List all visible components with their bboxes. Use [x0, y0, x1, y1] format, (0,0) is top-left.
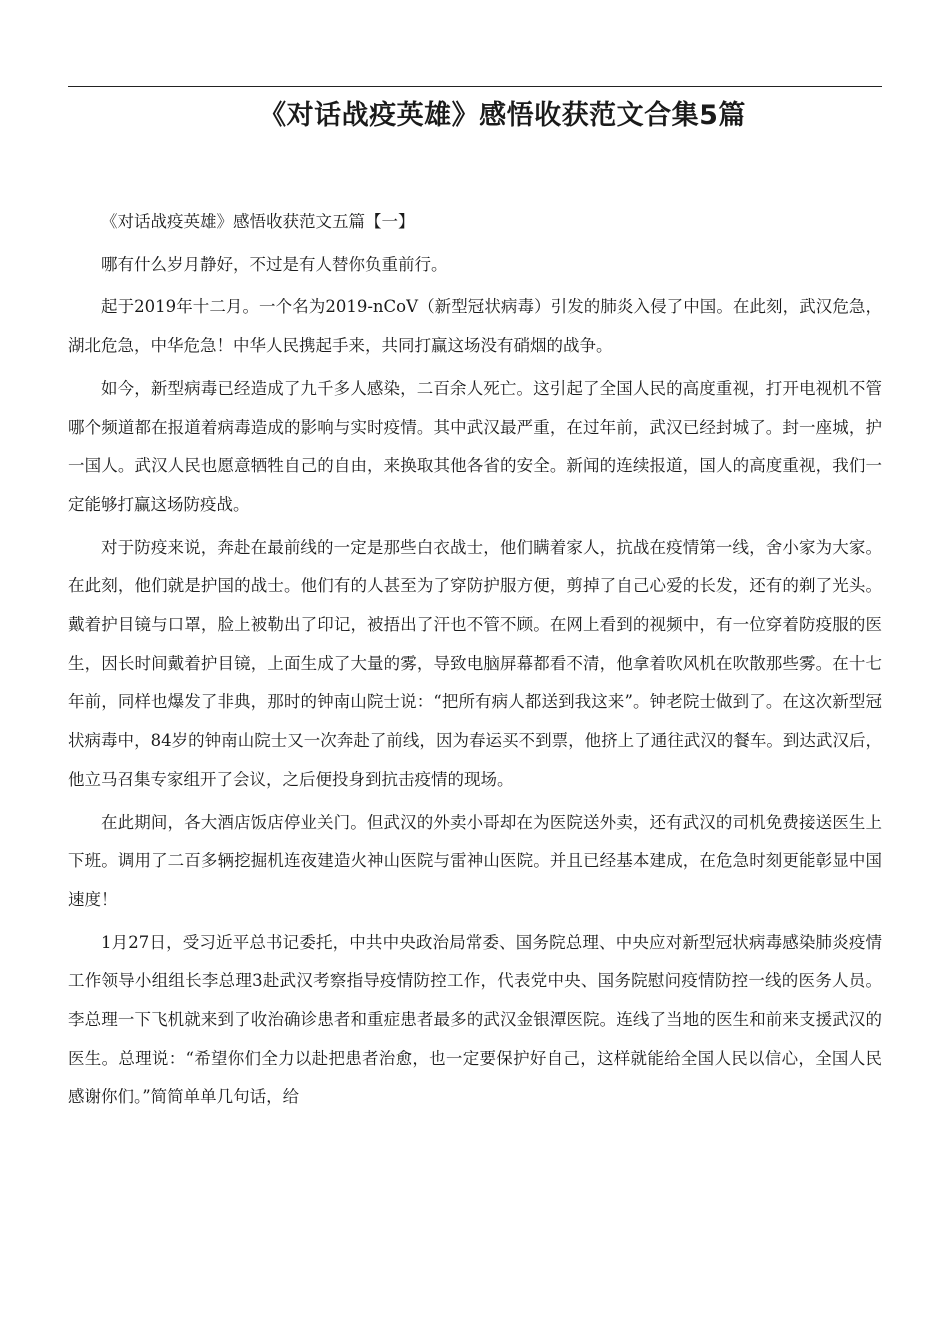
paragraph: 在此期间，各大酒店饭店停业关门。但武汉的外卖小哥却在为医院送外卖，还有武汉的司机免费接送医生上下班。调用了二百多辆挖掘机连夜建造火神山医院与雷神山医院。并且已经基本建成，在危急时刻更能彰显中国速度！ — [68, 812, 882, 909]
paragraph: 对于防疫来说，奔赴在最前线的一定是那些白衣战士，他们瞒着家人，抗战在疫情第一线，舍小家为大家。在此刻，他们就是护国的战士。他们有的人甚至为了穿防护服方便，剪掉了自己心爱的长发，还有的剃了光头。戴着护目镜与口罩，脸上被勒出了印记，被捂出了汗也不管不顾。在网上看到的视频中，有一位穿着防疫服的医生，因长时间戴着护目镜，上面生成了大量的雾，导致电脑屏幕都看不清，他拿着吹风机在吹散那些雾。在十七年前，同样也爆发了非典，那时的钟南山院士说：“把所有病人都送到我这来”。钟老院士做到了。在这次新型冠状病毒中，84岁的钟南山院士又一次奔赴了前线，因为春运买不到票，他挤上了通往武汉的餐车。到达武汉后，他立马召集专家组开了会议，之后便投身到抗击疫情的现场。 — [68, 537, 882, 789]
paragraph: 1月27日，受习近平总书记委托，中共中央政治局常委、国务院总理、中央应对新型冠状病毒感染肺炎疫情工作领导小组组长李总理3赴武汉考察指导疫情防控工作，代表党中央、国务院慰问疫情防控一线的医务人员。李总理一下飞机就来到了收治确诊患者和重症患者最多的武汉金银潭医院。连线了当地的医生和前来支援武汉的医生。总理说：“希望你们全力以赴把患者治愈，也一定要保护好自己，这样就能给全国人民以信心，全国人民感谢你们。”简简单单几句话，给 — [68, 932, 882, 1107]
paragraph: 起于2019年十二月。一个名为2019-nCoV（新型冠状病毒）引发的肺炎入侵了中国。在此刻，武汉危急，湖北危急，中华危急！中华人民携起手来，共同打赢这场没有硝烟的战争。 — [68, 297, 882, 356]
paragraph: 如今，新型病毒已经造成了九千多人感染，二百余人死亡。这引起了全国人民的高度重视，打开电视机不管哪个频道都在报道着病毒造成的影响与实时疫情。其中武汉最严重，在过年前，武汉已经封城了。封一座城，护一国人。武汉人民也愿意牺牲自己的自由，来换取其他各省的安全。新闻的连续报道，国人的高度重视，我们一定能够打赢这场防疫战。 — [68, 378, 882, 514]
paragraph: 哪有什么岁月静好，不过是有人替你负重前行。 — [101, 254, 448, 274]
document-body — [68, 203, 882, 1121]
document-title: 《对话战疫英雄》感悟收获范文合集5篇 — [259, 100, 746, 131]
header-rule — [68, 86, 882, 87]
section-heading: 《对话战疫英雄》感悟收获范文五篇【一】 — [101, 212, 415, 231]
